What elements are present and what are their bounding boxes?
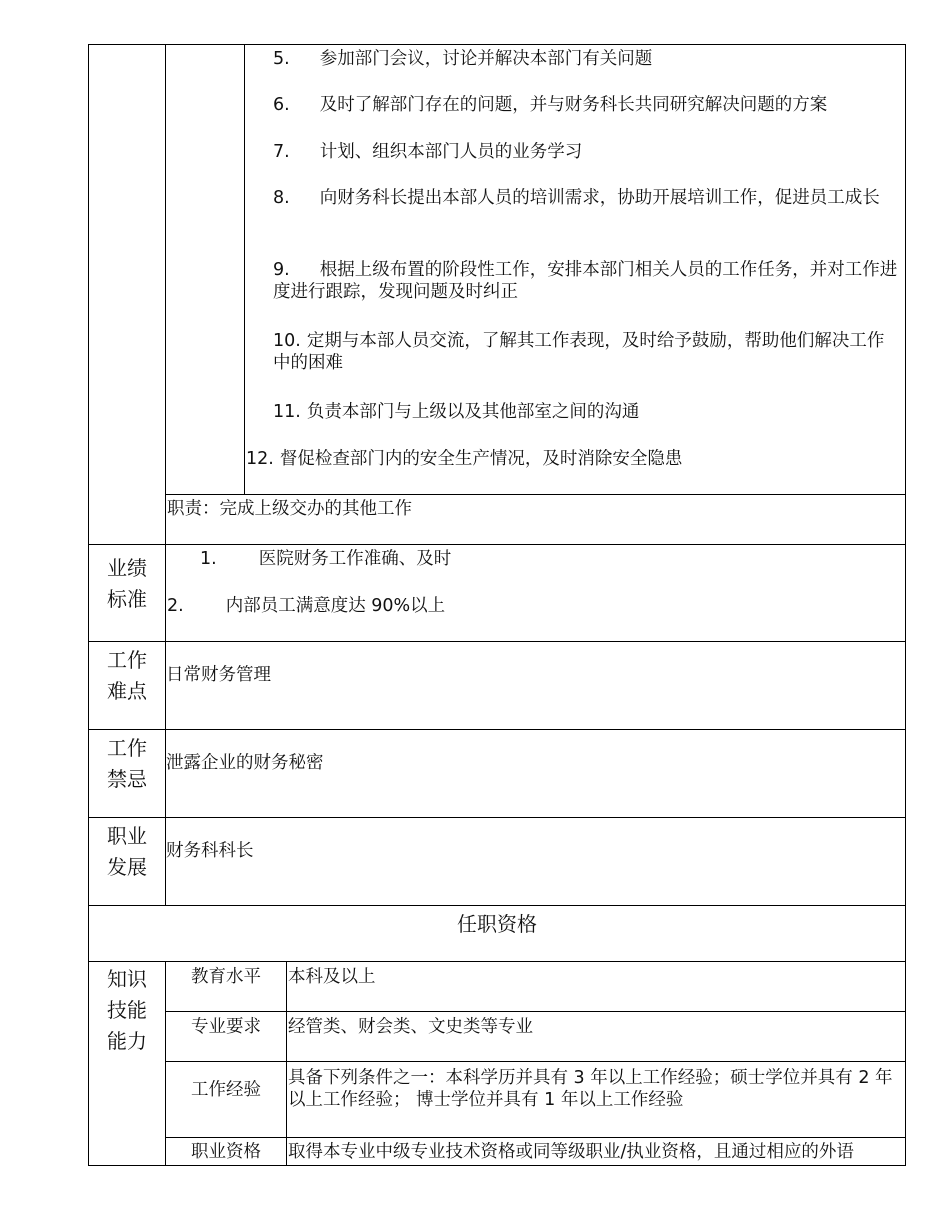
col-divider-qual xyxy=(286,962,287,1166)
duty-other: 职责：完成上级交办的其他工作 xyxy=(167,499,412,519)
row-divider xyxy=(88,817,906,818)
difficulty-value: 日常财务管理 xyxy=(166,665,271,685)
duty-text: 向财务科长提出本部人员的培训需求，协助开展培训工作，促进员工成长 xyxy=(319,188,880,208)
taboo-value: 泄露企业的财务秘密 xyxy=(166,753,324,773)
duty-item-12 xyxy=(246,448,682,470)
row-divider xyxy=(165,494,906,495)
duty-number: 8. xyxy=(273,188,290,208)
qualification-row-value: 具备下列条件之一：本科学历并具有 3 年以上工作经验；硕士学位并具有 2 年以上工作经验； 博士学位并具有 1 年以上工作经验 xyxy=(288,1068,893,1110)
duty-number: 5. xyxy=(273,49,290,69)
row-divider xyxy=(88,544,906,545)
duty-number: 12. xyxy=(246,449,274,469)
duty-item-9 xyxy=(273,259,901,303)
col-divider-label xyxy=(165,44,166,906)
row-divider xyxy=(165,1011,906,1012)
qualification-row-value: 本科及以上 xyxy=(288,967,376,987)
qualification-row-value: 取得本专业中级专业技术资格或同等级职业/执业资格，且通过相应的外语 xyxy=(288,1142,854,1162)
col-divider-label-lower xyxy=(165,962,166,1166)
duty-number: 6. xyxy=(273,95,290,115)
duty-item-7 xyxy=(273,141,582,163)
duty-text: 及时了解部门存在的问题，并与财务科长共同研究解决问题的方案 xyxy=(319,95,828,115)
duty-text: 计划、组织本部门人员的业务学习 xyxy=(319,142,583,162)
qualification-row-name: 工作经验 xyxy=(191,1080,261,1100)
row-divider xyxy=(88,905,906,906)
row-divider xyxy=(88,961,906,962)
duty-item-10 xyxy=(273,330,901,374)
row-divider xyxy=(88,641,906,642)
qualification-row-value: 经管类、财会类、文史类等专业 xyxy=(288,1017,533,1037)
duty-item-6 xyxy=(273,94,827,116)
row-divider xyxy=(88,729,906,730)
qualification-row-name: 教育水平 xyxy=(191,967,261,987)
col-divider-duties xyxy=(244,44,245,495)
qualification-row-name: 专业要求 xyxy=(191,1017,261,1037)
duty-item-8 xyxy=(273,187,901,209)
qualification-label: 知识 技能 能力 xyxy=(107,967,147,1053)
duty-text: 督促检查部门内的安全生产情况，及时消除安全隐患 xyxy=(279,449,683,469)
duty-item-5 xyxy=(273,48,652,70)
duty-item-11 xyxy=(273,401,639,423)
row-divider xyxy=(165,1137,906,1138)
duty-number: 10. xyxy=(273,331,301,351)
duty-text: 负责本部门与上级以及其他部室之间的沟通 xyxy=(306,402,640,422)
career-label: 职业 发展 xyxy=(107,824,147,879)
performance-label: 业绩 标准 xyxy=(107,556,147,611)
performance-item-2: 2. 内部员工满意度达 90%以上 xyxy=(167,596,446,616)
qualification-row-name: 职业资格 xyxy=(191,1142,261,1162)
row-divider xyxy=(165,1061,906,1062)
duty-text: 根据上级布置的阶段性工作，安排本部门相关人员的工作任务，并对工作进度进行跟踪，发现问题及时纠正 xyxy=(273,260,898,302)
difficulty-label: 工作 难点 xyxy=(107,648,147,703)
career-value: 财务科科长 xyxy=(166,841,254,861)
duty-number: 11. xyxy=(273,402,301,422)
performance-item-1: 1. 医院财务工作准确、及时 xyxy=(200,549,452,569)
duty-text: 定期与本部人员交流，了解其工作表现，及时给予鼓励，帮助他们解决工作中的困难 xyxy=(273,331,885,373)
taboo-label: 工作 禁忌 xyxy=(107,736,147,791)
duty-text: 参加部门会议，讨论并解决本部门有关问题 xyxy=(319,49,653,69)
qualification-header: 任职资格 xyxy=(457,912,537,936)
duty-number: 9. xyxy=(273,260,290,280)
duty-number: 7. xyxy=(273,142,290,162)
